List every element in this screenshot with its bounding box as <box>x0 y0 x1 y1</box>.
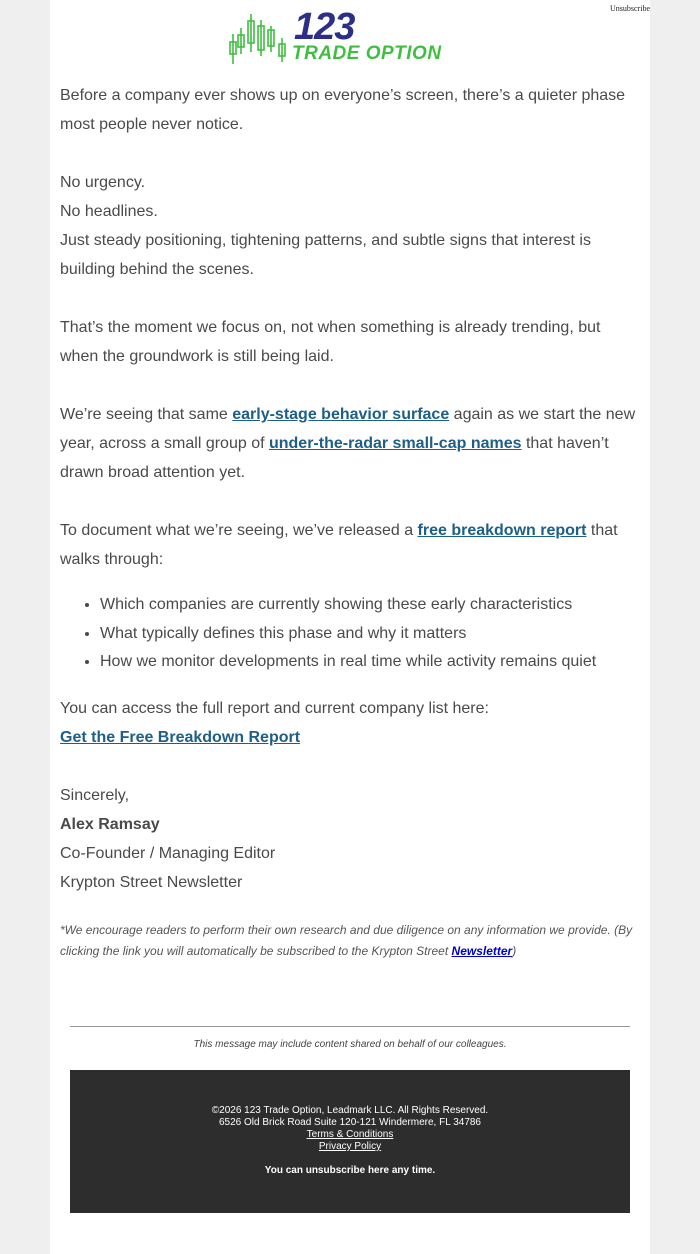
seeing-paragraph <box>60 400 640 487</box>
disclaimer-close: ) <box>512 944 517 958</box>
brand-logo[interactable] <box>228 6 478 66</box>
privacy-link[interactable]: Privacy Policy <box>318 1141 382 1152</box>
signature-title: Co-Founder / Managing Editor <box>60 844 276 862</box>
no-urgency-paragraph <box>60 168 640 284</box>
seeing-text-2: again as we start the new year, across a small group of <box>60 406 636 452</box>
seeing-text-3: that haven’t drawn broad attention yet. <box>60 435 609 481</box>
signature-name: Alex Ramsay <box>60 815 160 833</box>
free-report-link[interactable]: free breakdown report <box>417 522 587 539</box>
shared-content-note: This message may include content shared on behalf of our colleagues. <box>193 1039 507 1050</box>
candlestick-chart-icon <box>228 12 290 66</box>
access-text: You can access the full report and current company list here: <box>60 699 489 717</box>
list-item: • How we monitor developments in real time while activity remains quiet <box>100 648 640 677</box>
logo-text: TRADE OPTION <box>292 43 442 64</box>
list-item: • Which companies are currently showing these early characteristics <box>100 591 640 620</box>
email-sheet <box>50 0 650 1254</box>
line-steady-positioning: Just steady positioning, tightening patterns, and subtle signs that interest is building behind the scenes. <box>60 232 591 278</box>
disclaimer <box>60 920 640 962</box>
signature-closing: Sincerely, <box>60 786 130 804</box>
footer-content <box>70 1105 630 1177</box>
report-bullet-list <box>60 591 640 677</box>
email-body <box>60 81 640 926</box>
report-text-1: To document what we’re seeing, we’ve released a <box>60 522 418 539</box>
footer-unsubscribe[interactable]: You can unsubscribe here any time. <box>264 1165 436 1176</box>
footer-copyright: ©2026 123 Trade Option, Leadmark LLC. All Rights Reserved. <box>211 1105 489 1116</box>
logo-number: 123 <box>294 6 355 48</box>
footer <box>70 1070 630 1213</box>
footer-address: 6526 Old Brick Road Suite 120-121 Windermere, FL 34786 <box>219 1117 481 1128</box>
disclaimer-text: *We encourage readers to perform their own research and due diligence on any information we provide. (By clicking the link you will automatically be subscribed to the Krypton Street <box>60 923 633 958</box>
list-item: • What typically defines this phase and why it matters <box>100 620 640 649</box>
seeing-text-1: We’re seeing that same <box>60 406 233 423</box>
line-no-headlines: No headlines. <box>60 203 158 220</box>
signature-org: Krypton Street Newsletter <box>60 873 243 891</box>
divider <box>70 1026 630 1027</box>
report-text-2: that walks through: <box>60 522 618 568</box>
signature-block <box>60 781 640 897</box>
report-paragraph <box>60 516 640 574</box>
focus-paragraph: That’s the moment we focus on, not when something is already trending, but when the groundwork is still being laid. <box>60 319 601 365</box>
newsletter-link[interactable]: Newsletter <box>451 944 513 958</box>
get-report-link[interactable]: Get the Free Breakdown Report <box>60 728 301 746</box>
access-paragraph <box>60 694 640 752</box>
small-cap-names-link[interactable]: under-the-radar small-cap names <box>268 435 522 452</box>
terms-link[interactable]: Terms & Conditions <box>306 1129 394 1140</box>
line-no-urgency: No urgency. <box>60 174 146 191</box>
unsubscribe-link[interactable]: Unsubscribe <box>610 4 650 13</box>
early-stage-link[interactable]: early-stage behavior surface <box>232 406 450 423</box>
intro-paragraph: Before a company ever shows up on everyone’s screen, there’s a quieter phase most people never notice. <box>60 87 626 133</box>
